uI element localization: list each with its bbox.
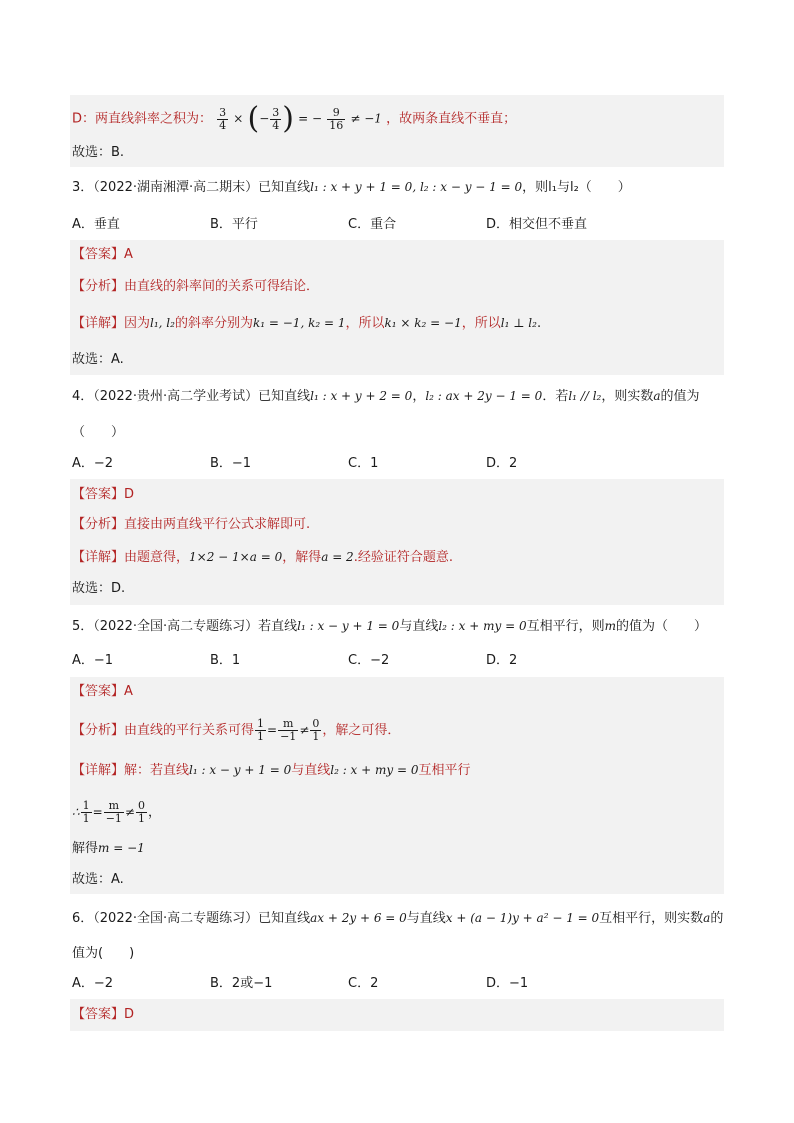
- fraction: $\frac{m}{-1}$: [280, 717, 297, 743]
- fraction: $\frac{9}{16}$: [329, 105, 344, 132]
- q5-solution-block: [70, 677, 724, 894]
- q5-option-d: D．2: [486, 653, 518, 668]
- q3-choose: 故选：A.: [72, 352, 124, 367]
- q4-analysis: 【分析】直接由两直线平行公式求解即可.: [72, 517, 311, 532]
- fraction: $\frac{0}{1}$: [137, 799, 145, 825]
- q4-stem-line2: （ ）: [72, 425, 125, 440]
- q6-answer: 【答案】D: [72, 1007, 135, 1022]
- q5-analysis: 【分析】由直线的平行关系可得 $\frac{1}{1}$ = $\frac{m}{-1}$ ≠ $\frac{0}{1}$ ，解之可得．: [72, 717, 401, 743]
- q3-option-c: C．重合: [348, 217, 397, 232]
- fraction: $\frac{3}{4}$: [219, 105, 227, 132]
- q4-detail: 【详解】由题意得，1×2 − 1×a = 0，解得a = 2.经验证符合题意.: [72, 550, 453, 565]
- q4-option-d: D．2: [486, 456, 518, 471]
- q4-answer: 【答案】D: [72, 487, 135, 502]
- q2-choose: 故选：B.: [72, 145, 125, 160]
- q5-option-c: C．−2: [348, 653, 390, 668]
- q6-option-c: C．2: [348, 976, 379, 991]
- q2-detail-d-prefix: D：两直线斜率之积为：: [72, 111, 213, 127]
- q6-solution-block: [70, 999, 724, 1031]
- q5-option-a: A．−1: [72, 653, 114, 668]
- q5-stem: 5．（2022·全国·高二专题练习）若直线l₁ : x − y + 1 = 0与直线l₂ : x + my = 0互相平行，则m的值为（ ）: [72, 619, 707, 634]
- q3-analysis: 【分析】由直线的斜率间的关系可得结论．: [72, 279, 320, 294]
- q3-stem: 3．（2022·湖南湘潭·高二期末）已知直线l₁ : x + y + 1 = 0, l₂ : x − y − 1 = 0，则l₁与l₂（ ）: [72, 180, 631, 195]
- q2-detail-d: D：两直线斜率之积为： $\frac{3}{4}$ × (− $\frac{3}{4}$ ) = − $\frac{9}{16}$ ≠ −1 ，故两条直线不垂直；: [72, 101, 517, 136]
- q6-stem: 6．（2022·全国·高二专题练习）已知直线ax + 2y + 6 = 0与直线x + (a − 1)y + a² − 1 = 0互相平行，则实数a的: [72, 911, 724, 926]
- fraction: $\frac{1}{1}$: [82, 799, 90, 825]
- q5-option-b: B．1: [210, 653, 241, 668]
- q4-solution-block: [70, 479, 724, 605]
- q6-option-b: B．2或−1: [210, 976, 273, 991]
- q5-solve: 解得m = −1: [72, 841, 145, 856]
- q3-option-d: D．相交但不垂直: [486, 217, 588, 232]
- fraction: $\frac{m}{-1}$: [105, 799, 122, 825]
- q6-stem-line2: 值为( ): [72, 946, 135, 961]
- q6-option-a: A．−2: [72, 976, 114, 991]
- q3-option-a: A．垂直: [72, 217, 120, 232]
- q4-stem: 4．（2022·贵州·高二学业考试）已知直线l₁ : x + y + 2 = 0，l₂ : ax + 2y − 1 = 0．若l₁ // l₂，则实数a的值为: [72, 389, 700, 404]
- q5-choose: 故选：A.: [72, 872, 124, 887]
- fraction: $\frac{3}{4}$: [272, 105, 280, 132]
- q4-option-c: C．1: [348, 456, 379, 471]
- q3-option-b: B．平行: [210, 217, 258, 232]
- q5-answer: 【答案】A: [72, 684, 133, 699]
- q3-solution-block: [70, 240, 724, 375]
- q4-choose: 故选：D.: [72, 581, 126, 596]
- fraction: $\frac{0}{1}$: [312, 717, 320, 743]
- fraction: $\frac{1}{1}$: [257, 717, 265, 743]
- q4-option-a: A．−2: [72, 456, 114, 471]
- q5-detail: 【详解】解：若直线l₁ : x − y + 1 = 0与直线l₂ : x + my = 0互相平行: [72, 763, 471, 778]
- q4-option-b: B．−1: [210, 456, 252, 471]
- q3-detail: 【详解】因为l₁, l₂的斜率分别为k₁ = −1, k₂ = 1，所以k₁ × k₂ = −1，所以l₁ ⊥ l₂.: [72, 316, 542, 331]
- q5-detail-line2: ∴ $\frac{1}{1}$ = $\frac{m}{-1}$ ≠ $\frac{0}{1}$ ，: [72, 799, 161, 825]
- q3-answer: 【答案】A: [72, 247, 133, 262]
- q6-option-d: D．−1: [486, 976, 529, 991]
